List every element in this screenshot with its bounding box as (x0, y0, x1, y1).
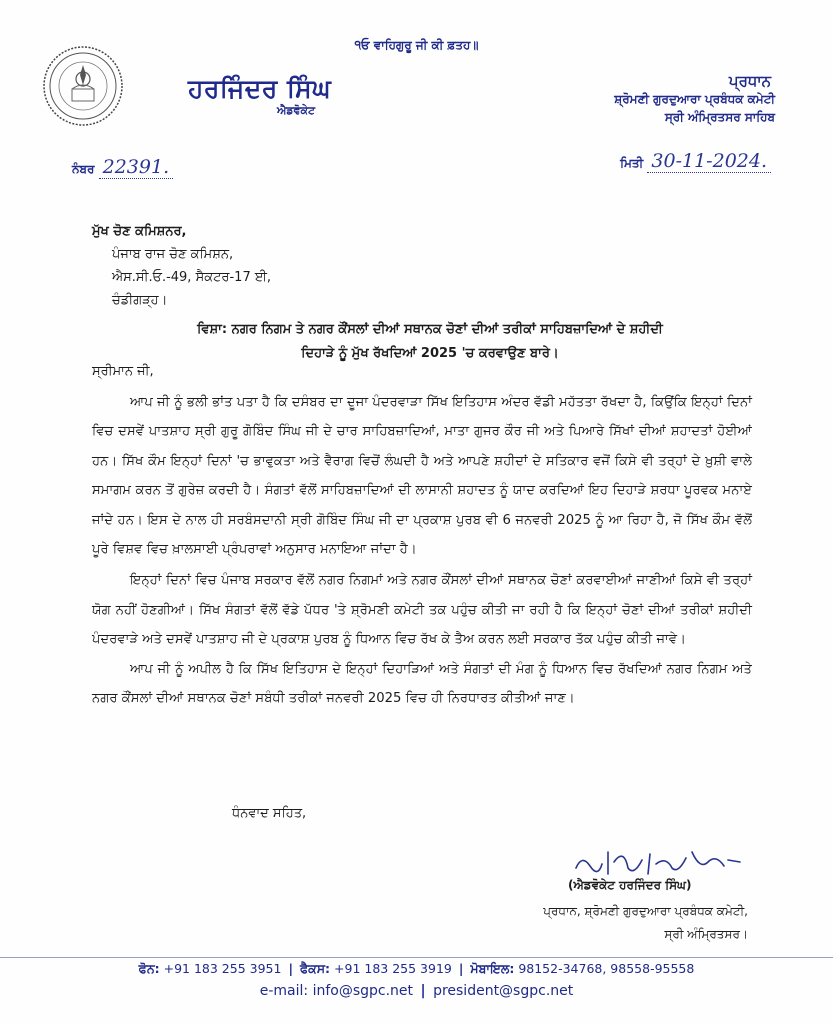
phone-label: ਫੋਨ: (138, 961, 160, 976)
separator: | (288, 961, 294, 976)
footer-email (0, 983, 833, 999)
mobile-numbers: 98152-34768, 98558-95558 (518, 961, 695, 976)
closing: ਧੰਨਵਾਦ ਸਹਿਤ, (232, 806, 307, 821)
number-label: ਨੰਬਰ (72, 162, 95, 176)
salutation: ਸ੍ਰੀਮਾਨ ਜੀ, (92, 364, 154, 379)
address-line: ਪੰਜਾਬ ਰਾਜ ਚੋਣ ਕਮਿਸ਼ਨ, (112, 247, 234, 262)
letterhead-right (614, 72, 775, 126)
organization-city: ਸ੍ਰੀ ਅੰਮ੍ਰਿਤਸਰ ਸਾਹਿਬ (664, 110, 775, 124)
letter-body (92, 388, 752, 713)
date-label: ਮਿਤੀ (620, 156, 644, 170)
separator: | (458, 961, 464, 976)
recipient-address (92, 220, 271, 312)
invocation-text: ੧ਓ ਵਾਹਿਗੁਰੂ ਜੀ ਕੀ ਫ਼ਤਹ॥ (354, 38, 479, 52)
separator: | (420, 983, 426, 999)
post-title: ਪ੍ਰਧਾਨ (728, 72, 771, 90)
date-value: 30-11-2024. (647, 150, 771, 173)
address-line: ਚੰਡੀਗੜ੍ਹ। (112, 293, 168, 308)
phone-number: +91 183 255 3951 (163, 961, 282, 976)
signatory-name: (ਐਡਵੋਕੇਟ ਹਰਜਿੰਦਰ ਸਿੰਘ) (568, 878, 692, 892)
mobile-label: ਮੋਬਾਇਲ: (470, 961, 515, 976)
number-value: 22391. (99, 156, 173, 179)
body-paragraph: ਇਨ੍ਹਾਂ ਦਿਨਾਂ ਵਿਚ ਪੰਜਾਬ ਸਰਕਾਰ ਵੱਲੋਂ ਨਗਰ ਨਿਗਮਾਂ ਅਤੇ ਨਗਰ ਕੌਂਸਲਾਂ ਦੀਆਂ ਸਥਾਨਕ ਚੋਣਾਂ ਕਰਵਾਈਆਂ ਜਾਣੀਆਂ ਕਿਸੇ ਵੀ ਤਰ੍ਹਾਂ ਯੋਗ ਨਹੀਂ ਹੋਣਗੀਆਂ। ਸਿੱਖ ਸੰਗਤਾਂ ਵੱਲੋਂ ਵੱਡੇ ਪੱਧਰ 'ਤੇ ਸ਼੍ਰੋਮਣੀ ਕਮੇਟੀ ਤਕ ਪਹੁੰਚ ਕੀਤੀ ਜਾ ਰਹੀ ਹੈ ਕਿ ਇਨ੍ਹਾਂ ਚੋਣਾਂ ਦੀਆਂ ਤਰੀਕਾਂ ਸ਼ਹੀਦੀ ਪੰਦਰਵਾੜੇ ਅਤੇ ਦਸਵੇਂ ਪਾਤਸ਼ਾਹ ਜੀ ਦੇ ਪ੍ਰਕਾਸ਼ ਪੁਰਬ ਨੂੰ ਧਿਆਨ ਵਿਚ ਰੱਖ ਕੇ ਤੈਅ ਕਰਨ ਲਈ ਸਰਕਾਰ ਤੱਕ ਪਹੁੰਚ ਕੀਤੀ ਜਾਵੇ। (92, 573, 752, 648)
footer-divider (0, 957, 833, 958)
reference-number (72, 156, 173, 178)
subject-block (110, 318, 750, 366)
address-line: ਐਸ.ਸੀ.ਓ.-49, ਸੈਕਟਰ-17 ਈ, (112, 270, 272, 285)
fax-number: +91 183 255 3919 (334, 961, 452, 976)
signatory-title: ਪ੍ਰਧਾਨ, ਸ਼੍ਰੋਮਣੀ ਗੁਰਦੁਆਰਾ ਪ੍ਰਬੰਧਕ ਕਮੇਟੀ, (543, 904, 748, 918)
email-info[interactable]: info@sgpc.net (312, 983, 414, 999)
signatory-role (490, 900, 748, 946)
address-line: ਮੁੱਖ ਚੋਣ ਕਮਿਸ਼ਨਰ, (92, 224, 187, 239)
body-paragraph: ਆਪ ਜੀ ਨੂੰ ਅਪੀਲ ਹੈ ਕਿ ਸਿੱਖ ਇਤਿਹਾਸ ਦੇ ਇਨ੍ਹਾਂ ਦਿਹਾੜਿਆਂ ਅਤੇ ਸੰਗਤਾਂ ਦੀ ਮੰਗ ਨੂੰ ਧਿਆਨ ਵਿਚ ਰੱਖਦਿਆਂ ਨਗਰ ਨਿਗਮ ਅਤੇ ਨਗਰ ਕੌਂਸਲਾਂ ਦੀਆਂ ਸਥਾਨਕ ਚੋਣਾਂ ਸਬੰਧੀ ਤਰੀਕਾਂ ਜਨਵਰੀ 2025 ਵਿਚ ਹੀ ਨਿਰਧਾਰਤ ਕੀਤੀਆਂ ਜਾਣ। (92, 661, 752, 707)
letterhead-designation: ਐਡਵੋਕੇਟ (277, 104, 316, 117)
sgpc-seal-logo (42, 45, 124, 127)
email-label: e-mail: (259, 983, 309, 999)
letterhead-name: ਹਰਜਿੰਦਰ ਸਿੰਘ (188, 74, 332, 103)
fax-label: ਫੈਕਸ: (300, 961, 331, 976)
body-paragraph: ਆਪ ਜੀ ਨੂੰ ਭਲੀ ਭਾਂਤ ਪਤਾ ਹੈ ਕਿ ਦਸੰਬਰ ਦਾ ਦੂਜਾ ਪੰਦਰਵਾੜਾ ਸਿੱਖ ਇਤਿਹਾਸ ਅੰਦਰ ਵੱਡੀ ਮਹੱਤਤਾ ਰੱਖਦਾ ਹੈ, ਕਿਉਂਕਿ ਇਨ੍ਹਾਂ ਦਿਨਾਂ ਵਿਚ ਦਸਵੇਂ ਪਾਤਸ਼ਾਹ ਸ੍ਰੀ ਗੁਰੂ ਗੋਬਿੰਦ ਸਿੰਘ ਜੀ ਦੇ ਚਾਰ ਸਾਹਿਬਜ਼ਾਦਿਆਂ, ਮਾਤਾ ਗੁਜਰ ਕੌਰ ਜੀ ਅਤੇ ਪਿਆਰੇ ਸਿੱਖਾਂ ਦੀਆਂ ਸ਼ਹਾਦਤਾਂ ਹੋਈਆਂ ਹਨ। ਸਿੱਖ ਕੌਮ ਇਨ੍ਹਾਂ ਦਿਨਾਂ 'ਚ ਭਾਵੁਕਤਾ ਅਤੇ ਵੈਰਾਗ ਵਿਚੋਂ ਲੰਘਦੀ ਹੈ ਅਤੇ ਆਪਣੇ ਸ਼ਹੀਦਾਂ ਦੇ ਸਤਿਕਾਰ ਵਜੋਂ ਕਿਸੇ ਵੀ ਤਰ੍ਹਾਂ ਦੇ ਖ਼ੁਸ਼ੀ ਵਾਲੇ ਸਮਾਗਮ ਕਰਨ ਤੋਂ ਗੁਰੇਜ਼ ਕਰਦੀ ਹੈ। ਸੰਗਤਾਂ ਵੱਲੋਂ ਸਾਹਿਬਜ਼ਾਦਿਆਂ ਦੀ ਲਾਸਾਨੀ ਸ਼ਹਾਦਤ ਨੂੰ ਯਾਦ ਕਰਦਿਆਂ ਇਹ ਦਿਹਾੜੇ ਸ਼ਰਧਾ ਪੂਰਵਕ ਮਨਾਏ ਜਾਂਦੇ ਹਨ। ਇਸ ਦੇ ਨਾਲ ਹੀ ਸਰਬੰਸਦਾਨੀ ਸ੍ਰੀ ਗੋਬਿੰਦ ਸਿੰਘ ਜੀ ਦਾ ਪ੍ਰਕਾਸ਼ ਪੁਰਬ ਵੀ 6 ਜਨਵਰੀ 2025 ਨੂੰ ਆ ਰਿਹਾ ਹੈ, ਜੋ ਸਿੱਖ ਕੌਮ ਵੱਲੋਂ ਪੂਰੇ ਵਿਸ਼ਵ ਵਿਚ ਖ਼ਾਲਸਾਈ ਪ੍ਰੰਪਰਾਵਾਂ ਅਨੁਸਾਰ ਮਨਾਇਆ ਜਾਂਦਾ ਹੈ। (92, 395, 752, 558)
subject-line: ਵਿਸ਼ਾ: ਨਗਰ ਨਿਗਮ ਤੇ ਨਗਰ ਕੌਂਸਲਾਂ ਦੀਆਂ ਸਥਾਨਕ ਚੋਣਾਂ ਦੀਆਂ ਤਰੀਕਾਂ ਸਾਹਿਬਜ਼ਾਦਿਆਂ ਦੇ ਸ਼ਹੀਦੀ (197, 322, 663, 337)
email-president[interactable]: president@sgpc.net (433, 983, 574, 999)
signatory-city: ਸ੍ਰੀ ਅੰਮ੍ਰਿਤਸਰ। (664, 927, 748, 941)
letter-date (620, 150, 771, 172)
footer-contact (0, 961, 833, 977)
organization-name: ਸ਼੍ਰੋਮਣੀ ਗੁਰਦੁਆਰਾ ਪ੍ਰਬੰਧਕ ਕਮੇਟੀ (614, 92, 775, 106)
subject-line: ਦਿਹਾੜੇ ਨੂੰ ਮੁੱਖ ਰੱਖਦਿਆਂ 2025 'ਚ ਕਰਵਾਉਣ ਬਾਰੇ। (301, 346, 559, 361)
